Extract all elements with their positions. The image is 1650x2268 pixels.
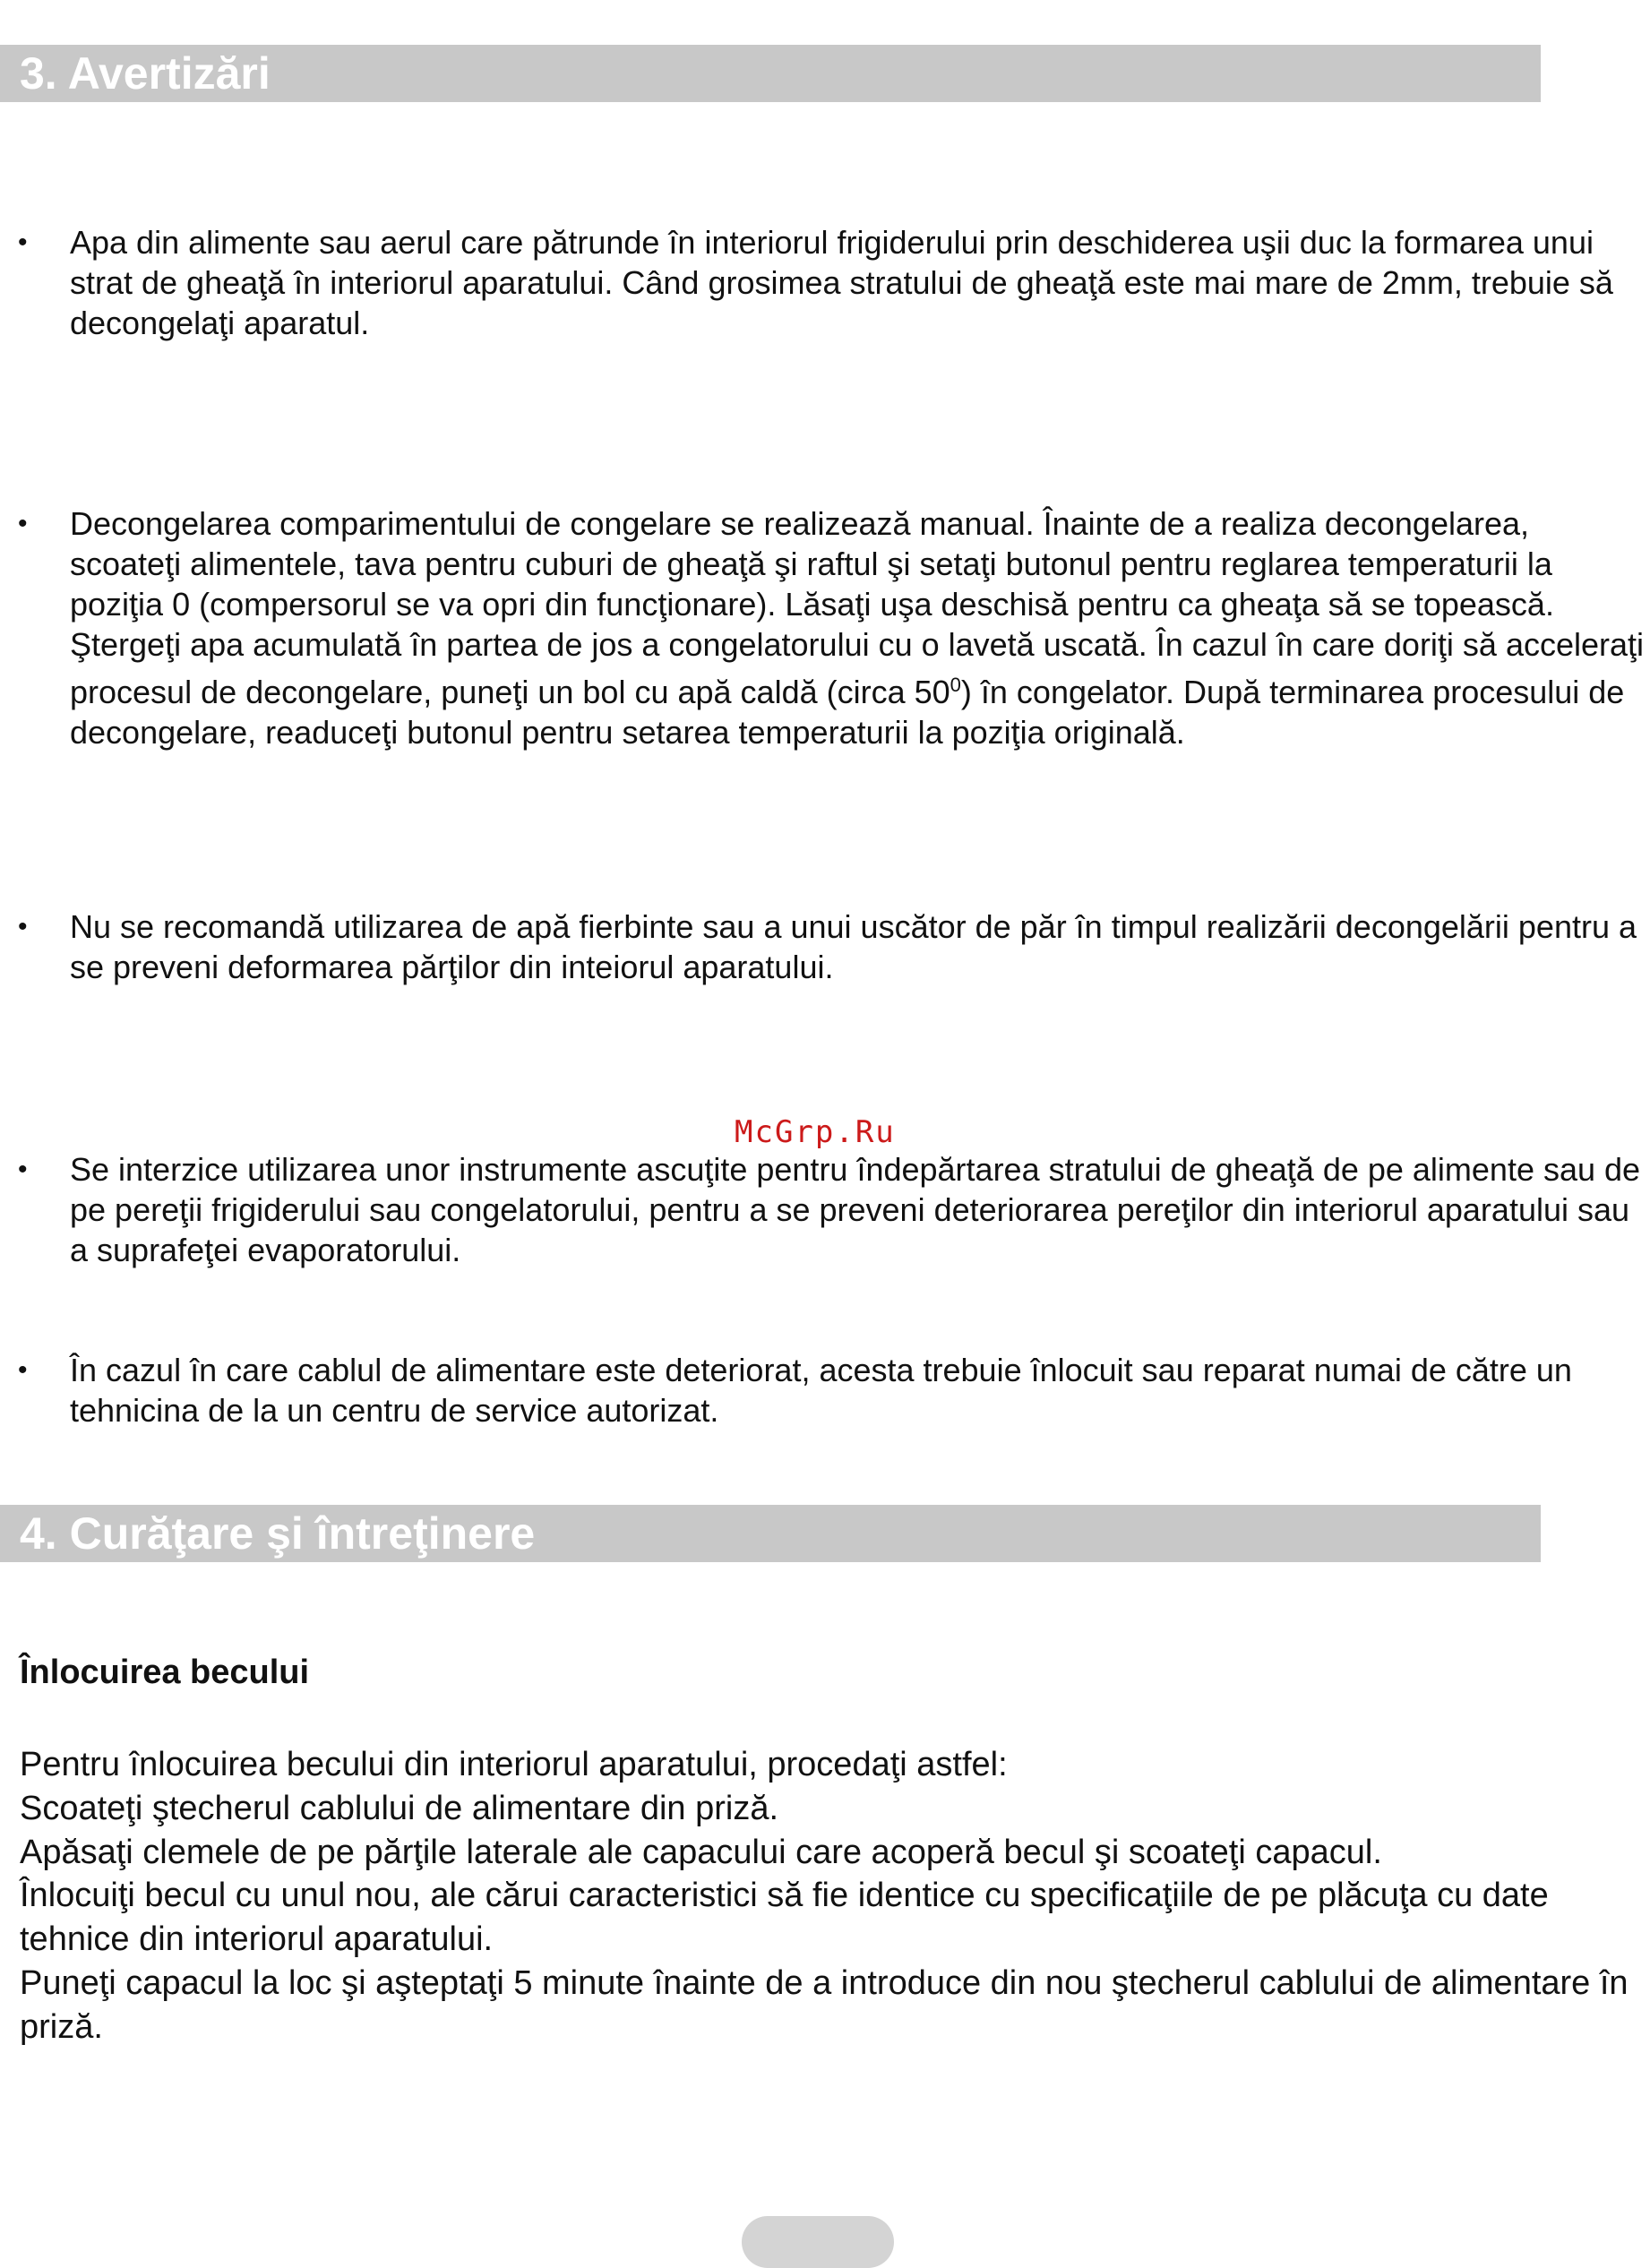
instructions [20,1743,1650,2049]
warning-text-main: Decongelarea comparimentului de congelare se realizează manual. Înainte de a realiza decongelarea, scoateţi alimentele, tava pentru cuburi de gheaţă şi raftul şi setaţi butonul pentru reglarea temperaturii la poziţia 0 (compersorul se va opri din funcţionare). Lăsaţi uşa deschisă pentru ca gheaţa să se topească. Ştergeţi apa acumulată în partea de jos a congelatorului cu o lavetă uscată. În cazul în care doriţi să acceleraţi procesul de decongelare, puneţi un bol cu apă caldă (circa 50 [70,505,1645,710]
bullet-icon: • [18,1155,28,1184]
bullet-icon: • [18,912,28,941]
section-3-header [0,45,1541,102]
page-number-pill [742,2216,894,2268]
bullet-icon: • [18,1355,28,1385]
warning-text [70,503,1646,752]
watermark: McGrp.Ru [735,1114,896,1150]
bullet-icon: • [18,509,28,538]
instruction-line: Pentru înlocuirea becului din interiorul aparatului, procedaţi astfel: [20,1746,1008,1783]
warning-text: Apa din alimente sau aerul care pătrunde în interiorul frigiderului prin deschiderea uşii duc la formarea unui strat de gheaţă în interiorul aparatului. Când grosimea stratului de gheaţă este mai mare de 2mm, trebuie să decongelaţi aparatul. [70,224,1613,341]
subheading: Înlocuirea becului [20,1654,310,1691]
warning-text-tail: ) în congelator. După terminarea procesului de decongelare, readuceţi butonul pentru setarea temperaturii la poziţia originală. [70,674,1625,751]
bullet-icon: • [18,228,28,257]
instruction-line: Înlocuiţi becul cu unul nou, ale cărui caracteristici să fie identice cu specificaţiile de pe plăcuţa cu date tehnice din interiorul aparatului. [20,1877,1549,1959]
section-4-header [0,1505,1541,1562]
instruction-line: Scoateţi ştecherul cablului de alimentare din priză. [20,1789,779,1827]
instruction-line: Puneţi capacul la loc şi aşteptaţi 5 minute înainte de a introduce din nou ştecherul cablului de alimentare în priză. [20,1963,1629,2046]
warning-text: Nu se recomandă utilizarea de apă fierbinte sau a unui uscător de păr în timpul realizării decongelării pentru a se preveni deformarea părţilor din inteiorul aparatului. [70,908,1637,985]
section-4-title: 4. Curăţare şi întreţinere [20,1508,536,1559]
instruction-line: Apăsaţi clemele de pe părţile laterale ale capacului care acoperă becul şi scoateţi capacul. [20,1833,1382,1871]
degree-superscript: 0 [950,674,961,696]
warning-text: În cazul în care cablul de alimentare este deteriorat, acesta trebuie înlocuit sau reparat numai de către un tehnicina de la un centru de service autorizat. [70,1352,1572,1429]
section-3-title: 3. Avertizări [20,48,271,99]
warning-text: Se interzice utilizarea unor instrumente ascuţite pentru îndepărtarea stratului de gheaţă de pe alimente sau de pe pereţii frigiderului sau congelatorului, pentru a se preveni deteriorarea pereţilor din interiorul aparatului sau a suprafeţei evaporatorului. [70,1151,1641,1268]
